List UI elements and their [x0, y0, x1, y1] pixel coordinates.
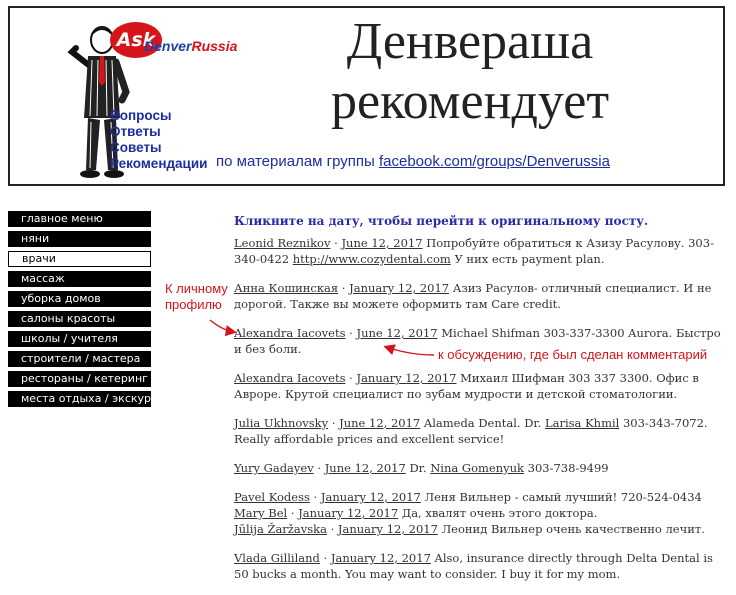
- instruction-heading: Кликните на дату, чтобы перейти к оригинальному посту.: [234, 214, 649, 228]
- website-link[interactable]: http://www.cozydental.com: [292, 252, 451, 266]
- logo-denver-part: Denver: [144, 38, 192, 54]
- ask-denverussia-logo: [110, 22, 238, 62]
- sidebar-nav: [8, 211, 172, 411]
- main-content: [234, 213, 724, 595]
- discussion-annotation: к обсуждению, где был сделан комментарий: [438, 347, 708, 362]
- sidebar-item[interactable]: главное меню: [8, 211, 151, 227]
- comment-text-continued: 303-343-7072. Really affordable prices and excellent service!: [234, 416, 708, 446]
- comment-group: [234, 460, 724, 476]
- post-date-link[interactable]: January 12, 2017: [330, 551, 431, 565]
- separator: ·: [326, 522, 338, 536]
- site-title-line2: рекомендует: [330, 73, 610, 130]
- byline-prefix: по материалам группы: [216, 153, 375, 170]
- comment-text: Леня Вильнер - самый лучший! 720-524-0434: [424, 490, 702, 504]
- separator: ·: [338, 281, 350, 295]
- separator: ·: [330, 236, 342, 250]
- comment-text: Dr.: [409, 461, 427, 475]
- logo-denverussia-text: [144, 38, 237, 54]
- profile-annotation-line2: профилю: [165, 297, 222, 312]
- mentioned-profile-link[interactable]: Larisa Khmil: [544, 416, 620, 430]
- comment-group: [234, 550, 724, 582]
- author-profile-link[interactable]: Pavel Kodess: [234, 490, 310, 504]
- comment-entry: [234, 505, 724, 521]
- separator: ·: [319, 551, 331, 565]
- sidebar-item[interactable]: школы / учителя: [8, 331, 151, 347]
- post-date-link[interactable]: June 12, 2017: [341, 236, 423, 250]
- sidebar-item[interactable]: няни: [8, 231, 151, 247]
- post-date-link[interactable]: June 12, 2017: [324, 461, 406, 475]
- comment-group: [234, 489, 724, 537]
- comment-entry: [234, 370, 724, 402]
- qa-item: Вопросы: [110, 108, 172, 123]
- separator: ·: [313, 461, 325, 475]
- comment-group: [234, 280, 724, 312]
- comment-text: Попробуйте обратиться к Азизу Расулову. 303-340-0422: [234, 236, 714, 266]
- logo-ask-text: Ask: [110, 22, 162, 58]
- sidebar-item[interactable]: массаж: [8, 271, 151, 287]
- comment-entry: [234, 235, 724, 267]
- qa-item: Советы: [110, 140, 162, 155]
- comment-entry: [234, 415, 724, 447]
- qa-item: Рекомендации: [110, 156, 208, 171]
- facebook-group-link[interactable]: facebook.com/groups/Denverussia: [378, 153, 610, 170]
- comment-entry: [234, 280, 724, 312]
- post-date-link[interactable]: June 12, 2017: [339, 416, 421, 430]
- sidebar-item[interactable]: уборка домов: [8, 291, 151, 307]
- comment-group: [234, 370, 724, 402]
- comment-entry: [234, 325, 724, 357]
- comment-group: [234, 325, 724, 357]
- mentioned-profile-link[interactable]: Nina Gomenyuk: [430, 461, 524, 475]
- author-profile-link[interactable]: Анна Кошинская: [234, 281, 339, 295]
- qa-list: [110, 108, 207, 172]
- comment-text: Alameda Dental. Dr.: [423, 416, 542, 430]
- profile-annotation: [165, 281, 228, 313]
- comment-text: Азиз Расулов- отличный специалист. И не дорогой. Также вы можете оформить там Care credit.: [234, 281, 712, 311]
- author-profile-link[interactable]: Vlada Gilliland: [234, 551, 320, 565]
- separator: ·: [309, 490, 321, 504]
- post-date-link[interactable]: January 12, 2017: [349, 281, 450, 295]
- comment-entry: [234, 489, 724, 505]
- separator: ·: [345, 371, 357, 385]
- comment-text-continued: 303-738-9499: [527, 461, 609, 475]
- author-profile-link[interactable]: Alexandra Iacovets: [234, 326, 346, 340]
- byline: [216, 153, 610, 170]
- profile-annotation-line1: К личному: [165, 281, 228, 296]
- sidebar-item[interactable]: врачи: [8, 251, 151, 267]
- comment-text: Леонид Вильнер очень качественно лечит.: [441, 522, 705, 536]
- header-banner: [8, 6, 725, 186]
- comment-text: Да, хвалят очень этого доктора.: [401, 506, 598, 520]
- post-date-link[interactable]: January 12, 2017: [356, 371, 457, 385]
- post-date-link[interactable]: January 12, 2017: [298, 506, 399, 520]
- sidebar-item[interactable]: рестораны / кетеринг: [8, 371, 151, 387]
- author-profile-link[interactable]: Jūlija Žaržavska: [234, 522, 327, 536]
- comments-list: [234, 235, 724, 582]
- author-profile-link[interactable]: Julia Ukhnovsky: [234, 416, 329, 430]
- comment-entry: [234, 550, 724, 582]
- sidebar-item[interactable]: строители / мастера: [8, 351, 151, 367]
- profile-arrow-icon: [210, 320, 234, 332]
- comment-entry: [234, 460, 724, 476]
- comment-group: [234, 415, 724, 447]
- comment-group: [234, 235, 724, 267]
- author-profile-link[interactable]: Leonid Reznikov: [234, 236, 331, 250]
- comment-entry: [234, 521, 724, 537]
- post-date-link[interactable]: January 12, 2017: [320, 490, 421, 504]
- sidebar-item[interactable]: салоны красоты: [8, 311, 151, 327]
- author-profile-link[interactable]: Yury Gadayev: [234, 461, 314, 475]
- comment-text: Michael Shifman 303-337-3300 Aurora. Быстро и без боли.: [234, 326, 721, 356]
- separator: ·: [328, 416, 340, 430]
- site-title-line1: Денвераша: [346, 13, 594, 70]
- separator: ·: [287, 506, 299, 520]
- author-profile-link[interactable]: Alexandra Iacovets: [234, 371, 346, 385]
- author-profile-link[interactable]: Mary Bel: [234, 506, 288, 520]
- logo-russia-part: Russia: [191, 38, 238, 54]
- comment-text: Also, insurance directly through Delta Dental is 50 bucks a month. You may want to consider. I buy it for my mom.: [234, 551, 713, 581]
- site-title: [280, 12, 660, 132]
- comment-text-continued: У них есть payment plan.: [454, 252, 605, 266]
- comment-text: Михаил Шифман 303 337 3300. Офис в Авроре. Крутой специалист по зубам мудрости и детской стоматологии.: [234, 371, 699, 401]
- separator: ·: [345, 326, 357, 340]
- qa-item: Ответы: [110, 124, 161, 139]
- post-date-link[interactable]: June 12, 2017: [356, 326, 438, 340]
- sidebar-item[interactable]: места отдыха / экскурсии: [8, 391, 151, 407]
- post-date-link[interactable]: January 12, 2017: [337, 522, 438, 536]
